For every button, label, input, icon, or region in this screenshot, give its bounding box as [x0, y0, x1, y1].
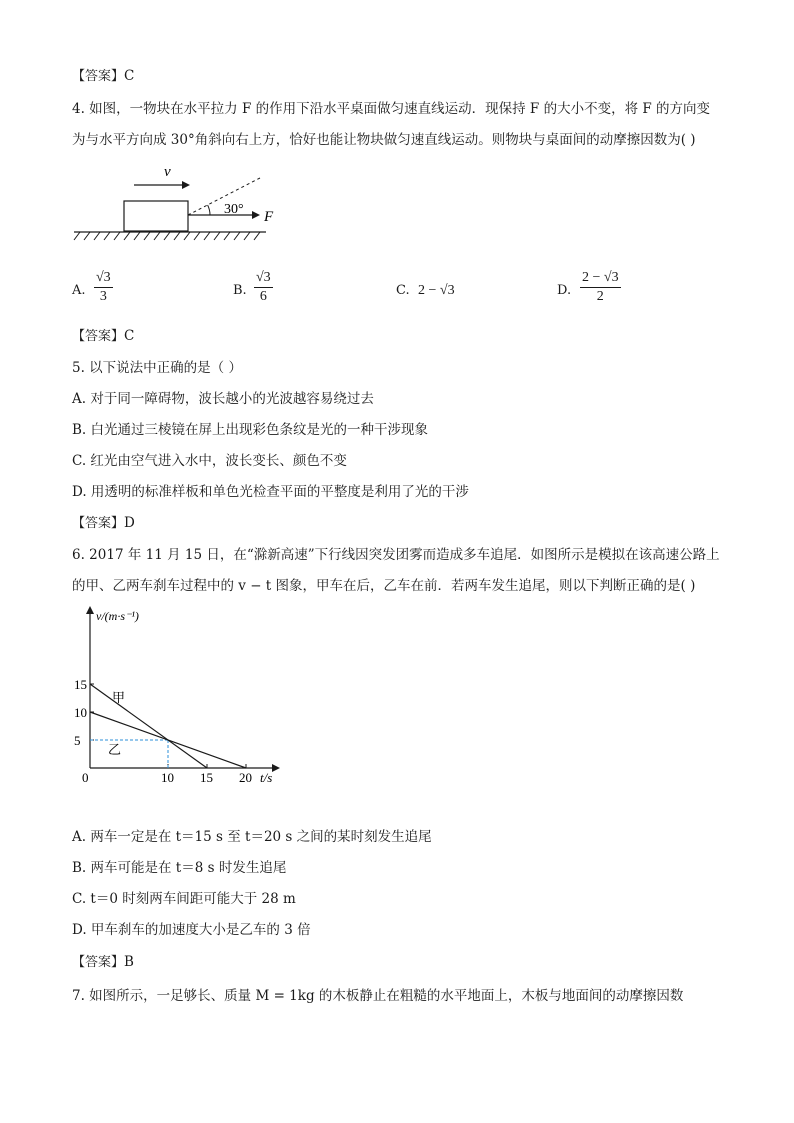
answer-value: D	[124, 515, 135, 531]
angle-label: 30°	[224, 202, 244, 217]
x-tick-label: 10	[161, 770, 174, 785]
q4-option-d-letter: D.	[557, 283, 572, 298]
answer-tag: 【答案】	[72, 955, 125, 970]
q6-answer	[72, 953, 134, 972]
y-tick-label: 10	[74, 705, 87, 720]
q5-option-a: A. 对于同一障碍物，波长越小的光波越容易绕过去	[72, 391, 374, 407]
q4-option-b-value: $\frac{√3}{6}$	[256, 270, 271, 304]
q5-stem: 5. 以下说法中正确的是（ ）	[72, 360, 242, 376]
q4-option-c-value: 2 − √3	[418, 283, 455, 298]
y-tick-label: 15	[74, 677, 87, 692]
answer-tag: 【答案】	[72, 69, 125, 84]
q5-option-c: C. 红光由空气进入水中，波长变长、颜色不变	[72, 453, 347, 469]
q4-option-a-letter: A.	[72, 283, 86, 298]
velocity-label: v	[164, 164, 171, 180]
q3-answer	[72, 67, 134, 86]
q7-stem-line1: 7. 如图所示，一足够长、质量 M = 1kg 的木板静止在粗糙的水平地面上，木板与地面间的动摩擦因数	[72, 988, 684, 1004]
x-axis-label: t/s	[260, 770, 273, 785]
q6-option-d: D. 甲车刹车的加速度大小是乙车的 3 倍	[72, 922, 311, 938]
q4-answer	[72, 327, 134, 346]
q4-option-c-letter: C.	[396, 283, 410, 298]
q4-block-figure	[72, 160, 272, 240]
q4-option-b-letter: B.	[233, 283, 247, 298]
answer-value: C	[124, 328, 135, 344]
q6-option-a: A. 两车一定是在 t＝15 s 至 t＝20 s 之间的某时刻发生追尾	[72, 829, 432, 845]
q4-stem-line2: 为与水平方向成 30°角斜向右上方，恰好也能让物块做匀速直线运动。则物块与桌面间的动摩擦因数为( )	[72, 132, 696, 148]
q6-stem-line2: 的甲、乙两车刹车过程中的 v − t 图象，甲车在后，乙车在前．若两车发生追尾，则以下判断正确的是( )	[72, 578, 696, 594]
q6-vt-graph	[64, 604, 294, 804]
x-axis-arrow	[272, 764, 280, 772]
q6-stem-line1: 6. 2017 年 11 月 15 日，在“滁新高速”下行线因突发团雾而造成多车追尾．如图所示是模拟在该高速公路上	[72, 547, 720, 563]
q4-stem-line1: 4. 如图，一物块在水平拉力 F 的作用下沿水平桌面做匀速直线运动．现保持 F 的大小不变，将 F 的方向变	[72, 101, 711, 117]
q5-answer	[72, 514, 135, 533]
q4-option-d-value: $\frac{2 - √3}{2}$	[582, 270, 619, 304]
force-label: F	[264, 209, 274, 225]
x-tick-label: 15	[200, 770, 213, 785]
q4-option-a-value: $\frac{√3}{3}$	[96, 270, 111, 304]
y-tick-label: 5	[74, 733, 81, 748]
answer-tag: 【答案】	[72, 329, 125, 344]
block	[124, 201, 188, 231]
answer-tag: 【答案】	[72, 516, 125, 531]
q5-option-b: B. 白光通过三棱镜在屏上出现彩色条纹是光的一种干涉现象	[72, 422, 429, 438]
ground-hatching	[74, 232, 260, 240]
q5-option-d: D. 用透明的标准样板和单色光检查平面的平整度是利用了光的干涉	[72, 484, 469, 500]
series-label: 乙	[108, 742, 122, 757]
series-label: 甲	[112, 690, 126, 705]
answer-value: B	[124, 954, 134, 970]
q6-option-b: B. 两车可能是在 t＝8 s 时发生追尾	[72, 860, 287, 876]
origin-label: 0	[82, 770, 89, 785]
y-axis-label: v/(m·s⁻¹)	[96, 609, 139, 623]
q6-option-c: C. t＝0 时刻两车间距可能大于 28 m	[72, 891, 296, 907]
series-line-yi	[90, 712, 246, 768]
answer-value: C	[124, 68, 135, 84]
x-tick-label: 20	[239, 770, 252, 785]
y-axis-arrow	[86, 606, 94, 614]
